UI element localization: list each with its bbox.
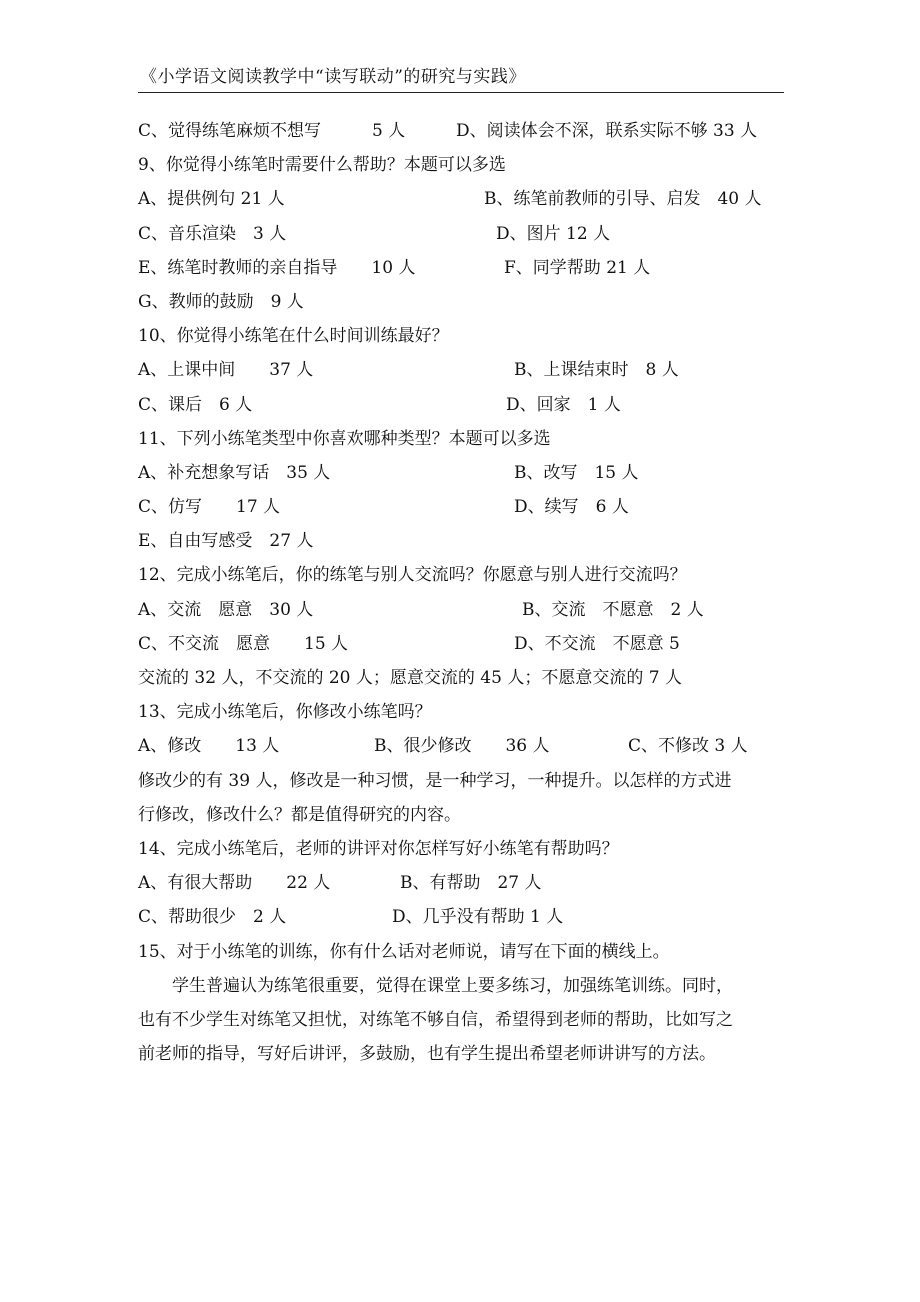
text-line — [138, 490, 788, 524]
paragraph-line — [138, 1037, 788, 1071]
summary-line — [138, 661, 788, 695]
option-text: E、练笔时教师的亲自指导 10 人 — [138, 257, 416, 278]
question-text: 14、完成小练笔后，老师的讲评对你怎样写好小练笔有帮助吗？ — [138, 838, 619, 859]
option-text: F、同学帮助 21 人 — [504, 257, 651, 278]
option-text: A、提供例句 21 人 — [138, 189, 285, 210]
option-text: C、课后 6 人 — [138, 394, 253, 415]
option-text: C、帮助很少 2 人 — [138, 907, 287, 928]
question-text: 12、完成小练笔后，你的练笔与别人交流吗？你愿意与别人进行交流吗？ — [138, 565, 687, 586]
option-text: A、上课中间 37 人 — [138, 360, 314, 381]
text-line — [138, 353, 788, 387]
option-text: B、交流 不愿意 2 人 — [522, 599, 704, 620]
option-text: C、音乐渲染 3 人 — [138, 223, 287, 244]
document-body — [138, 114, 788, 1071]
summary-text: 行修改，修改什么？都是值得研究的内容。 — [138, 804, 461, 825]
option-text: B、上课结束时 8 人 — [514, 360, 679, 381]
question-text: 15、对于小练笔的训练，你有什么话对老师说，请写在下面的横线上。 — [138, 941, 670, 962]
question-line — [138, 832, 788, 866]
option-text: C、仿写 17 人 — [138, 497, 281, 518]
option-text: C、不交流 愿意 15 人 — [138, 633, 349, 654]
text-line — [138, 900, 788, 934]
question-line — [138, 695, 788, 729]
text-line — [138, 627, 788, 661]
running-header — [138, 62, 784, 93]
text-line — [138, 866, 788, 900]
question-text: 13、完成小练笔后，你修改小练笔吗？ — [138, 702, 432, 723]
option-text: A、修改 13 人 — [138, 736, 280, 757]
option-text: D、阅读体会不深，联系实际不够 33 人 — [456, 121, 758, 141]
paragraph-text: 前老师的指导，写好后讲评，多鼓励，也有学生提出希望老师讲讲写的方法。 — [138, 1044, 716, 1065]
option-text: E、自由写感受 27 人 — [138, 531, 314, 552]
option-text: B、练笔前教师的引导、启发 40 人 — [484, 189, 762, 210]
text-line — [138, 524, 788, 558]
summary-text: 交流的 32 人，不交流的 20 人；愿意交流的 45 人；不愿意交流的 7 人 — [138, 668, 682, 688]
option-text: C、觉得练笔麻烦不想写 5 人 — [138, 121, 406, 141]
question-line — [138, 558, 788, 592]
paragraph-line — [138, 969, 788, 1003]
option-text: A、交流 愿意 30 人 — [138, 599, 314, 620]
text-line — [138, 182, 788, 216]
option-text: D、几乎没有帮助 1 人 — [392, 907, 564, 928]
option-text: D、不交流 不愿意 5 — [514, 633, 680, 654]
text-line — [138, 217, 788, 251]
summary-text: 修改少的有 39 人，修改是一种习惯，是一种学习，一种提升。以怎样的方式进 — [138, 770, 732, 791]
paragraph-text: 也有不少学生对练笔又担忧，对练笔不够自信，希望得到老师的帮助，比如写之 — [138, 1009, 733, 1030]
question-text: 9、你觉得小练笔时需要什么帮助？本题可以多选 — [138, 155, 506, 176]
text-line — [138, 456, 788, 490]
summary-line — [138, 798, 788, 832]
text-line — [138, 388, 788, 422]
text-line — [138, 729, 788, 763]
option-text: B、改写 15 人 — [514, 462, 639, 483]
option-text: C、不修改 3 人 — [628, 736, 748, 757]
question-text: 10、你觉得小练笔在什么时间训练最好？ — [138, 326, 449, 347]
option-text: D、续写 6 人 — [514, 497, 629, 518]
header-title: 《小学语文阅读教学中“读写联动”的研究与实践》 — [140, 67, 526, 87]
text-line — [138, 285, 788, 319]
option-text: A、补充想象写话 35 人 — [138, 462, 331, 483]
paragraph-text: 学生普遍认为练笔很重要，觉得在课堂上要多练习，加强练笔训练。同时， — [172, 975, 733, 996]
text-line — [138, 251, 788, 285]
question-line — [138, 422, 788, 456]
option-text: G、教师的鼓励 9 人 — [138, 291, 304, 312]
question-line — [138, 148, 788, 182]
summary-line — [138, 764, 788, 798]
option-text: A、有很大帮助 22 人 — [138, 873, 331, 894]
question-line — [138, 319, 788, 353]
option-text: D、图片 12 人 — [496, 223, 611, 244]
option-text: B、有帮助 27 人 — [400, 873, 542, 894]
text-line — [138, 593, 788, 627]
paragraph-line — [138, 1003, 788, 1037]
option-text: B、很少修改 36 人 — [374, 736, 550, 757]
text-line — [138, 114, 788, 148]
question-line — [138, 935, 788, 969]
question-text: 11、下列小练笔类型中你喜欢哪种类型？本题可以多选 — [138, 428, 551, 449]
option-text: D、回家 1 人 — [506, 394, 621, 415]
